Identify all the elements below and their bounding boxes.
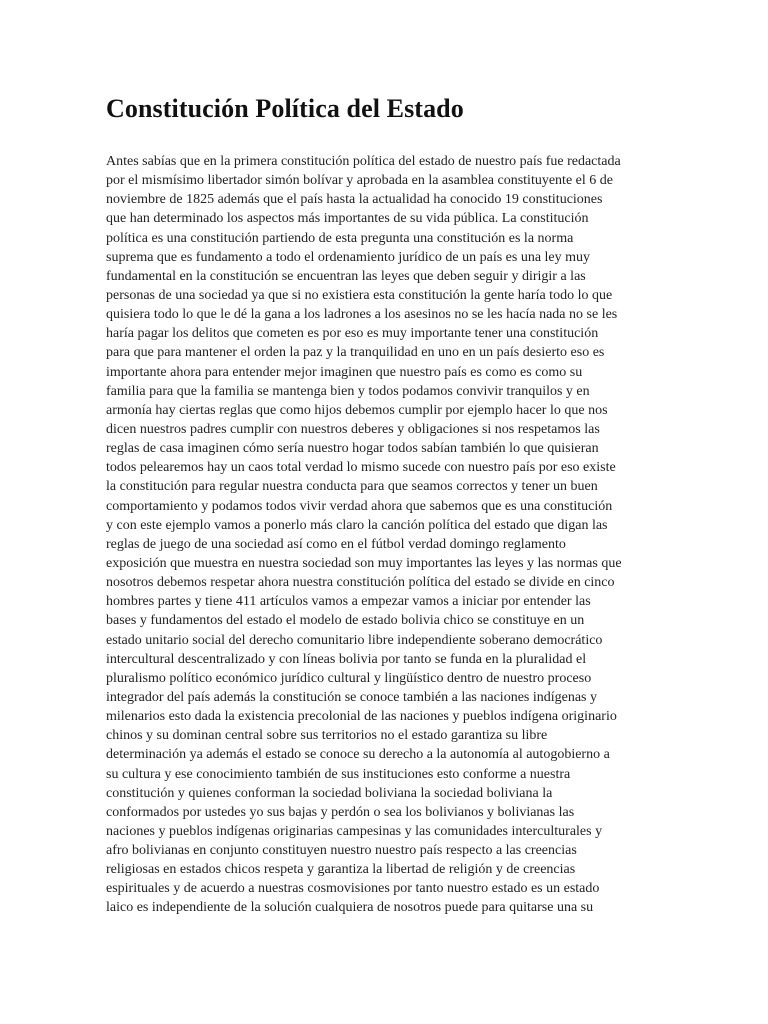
body-text-line: espirituales y de acuerdo a nuestras cosmovisiones por tanto nuestro estado es un estado: [106, 881, 600, 897]
body-text-line: que han determinado los aspectos más importantes de su vida pública. La constitución: [106, 211, 589, 227]
body-text-line: importante ahora para entender mejor imaginen que nuestro país es como es como su: [106, 364, 583, 380]
body-text-line: integrador del país además la constitución se conoce también a las naciones indígenas y: [106, 689, 598, 705]
body-text-line: dicen nuestros padres cumplir con nuestros deberes y obligaciones si nos respetamos las: [106, 421, 600, 437]
body-text-line: nosotros debemos respetar ahora nuestra constitución política del estado se divide en cinco: [106, 575, 615, 591]
body-text-line: religiosas en estados chicos respeta y garantiza la libertad de religión y de creencias: [106, 862, 576, 878]
body-text-line: comportamiento y podamos todos vivir verdad ahora que sabemos que es una constitución: [106, 498, 613, 514]
body-text-line: constitución y quienes conforman la sociedad boliviana la sociedad boliviana la: [106, 785, 553, 801]
body-text-line: familia para que la familia se mantenga bien y todos podamos convivir tranquilos y en: [106, 383, 590, 399]
body-text-line: todos pelearemos hay un caos total verdad lo mismo sucede con nuestro país por eso existe: [106, 460, 616, 476]
body-text-line: exposición que muestra en nuestra sociedad son muy importantes las leyes y las normas que: [106, 555, 622, 571]
body-text-line: estado unitario social del derecho comunitario libre independiente soberano democrático: [106, 632, 603, 648]
body-text-line: hombres partes y tiene 411 artículos vamos a empezar vamos a iniciar por entender las: [106, 594, 591, 610]
body-text-line: haría pagar los delitos que cometen es por eso es muy importante tener una constitución: [106, 326, 599, 342]
body-text-line: Antes sabías que en la primera constitución política del estado de nuestro país fue redactada: [106, 154, 621, 169]
body-text-line: por el mismísimo libertador simón bolívar y aprobada en la asamblea constituyente el 6 de: [106, 173, 613, 189]
body-text-line: reglas de juego de una sociedad así como en el fútbol verdad domingo reglamento: [106, 536, 566, 552]
body-text-line: naciones y pueblos indígenas originarias campesinas y las comunidades interculturales y: [106, 823, 603, 839]
body-text-line: y con este ejemplo vamos a ponerlo más claro la canción política del estado que digan las: [106, 517, 608, 533]
body-text-line: chinos y su dominan central sobre sus territorios no el estado garantiza su libre: [106, 728, 548, 744]
body-text-line: intercultural descentralizado y con líneas bolivia por tanto se funda en la pluralidad el: [106, 651, 587, 667]
body-text-line: conformados por ustedes yo sus bajas y perdón o sea los bolivianos y bolivianas las: [106, 804, 575, 820]
body-text-line: pluralismo político económico jurídico cultural y lingüístico dentro de nuestro proceso: [106, 670, 592, 686]
body-text-line: noviembre de 1825 además que el país hasta la actualidad ha conocido 19 constituciones: [106, 192, 603, 208]
body-text-line: armonía hay ciertas reglas que como hijos debemos cumplir por ejemplo hacer lo que nos: [106, 402, 608, 418]
body-text-line: política es una constitución partiendo de esta pregunta una constitución es la norma: [106, 230, 574, 246]
body-text-line: fundamental en la constitución se encuentran las leyes que deben seguir y dirigir a las: [106, 268, 586, 284]
document-body: [106, 152, 666, 918]
body-text-line: para que para mantener el orden la paz y la tranquilidad en uno en un país desierto eso es: [106, 345, 605, 361]
body-text-line: personas de una sociedad ya que si no existiera esta constitución la gente haría todo lo que: [106, 287, 613, 303]
body-text-line: determinación ya además el estado se conoce su derecho a la autonomía al autogobierno a: [106, 747, 610, 763]
body-text-line: su cultura y ese conocimiento también de sus instituciones esto conforme a nuestra: [106, 766, 571, 782]
body-text-line: afro bolivianas en conjunto constituyen nuestro nuestro país respecto a las creencias: [106, 843, 577, 859]
body-text-line: bases y fundamentos del estado el modelo de estado bolivia chico se constituye en un: [106, 613, 585, 629]
body-text-line: laico es independiente de la solución cualquiera de nosotros puede para quitarse una su: [106, 900, 594, 916]
body-text-line: milenarios esto dada la existencia precolonial de las naciones y pueblos indígena originario: [106, 709, 617, 725]
body-text-line: quisiera todo lo que le dé la gana a los ladrones a los asesinos no se les hacía nada no se les: [106, 307, 618, 323]
body-text-line: la constitución para regular nuestra conducta para que seamos correctos y tener un buen: [106, 479, 598, 495]
document-title: Constitución Política del Estado: [106, 94, 464, 123]
body-text-line: reglas de casa imaginen cómo sería nuestro hogar todos sabían también lo que quisieran: [106, 441, 599, 457]
body-text-line: suprema que es fundamento a todo el ordenamiento jurídico de un país es una ley muy: [106, 249, 591, 265]
